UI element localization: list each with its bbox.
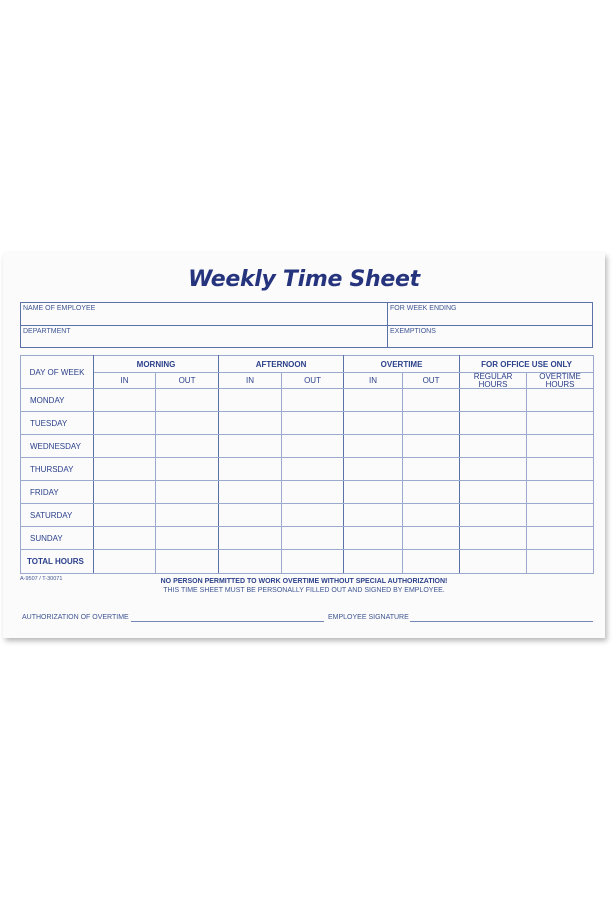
afternoon-out-total[interactable] [282,550,344,574]
day-label: SATURDAY [21,504,94,527]
overtime-hours-cell[interactable] [527,481,594,504]
afternoon-in-cell[interactable] [219,527,282,550]
table-row [21,527,594,550]
overtime-hours-cell[interactable] [527,527,594,550]
morning-in-cell[interactable] [94,412,156,435]
overtime-header: OVERTIME [344,356,460,373]
afternoon-out-cell[interactable] [282,481,344,504]
employee-signature-label: EMPLOYEE SIGNATURE [328,614,409,621]
overtime-hours-header: OVERTIME HOURS [527,373,594,389]
day-label: FRIDAY [21,481,94,504]
afternoon-out-cell[interactable] [282,412,344,435]
authorization-of-overtime-label: AUTHORIZATION OF OVERTIME [22,614,129,621]
morning-out-cell[interactable] [156,412,219,435]
total-hours-label: TOTAL HOURS [21,550,94,574]
overtime-hours-total[interactable] [527,550,594,574]
overtime-in-cell[interactable] [344,504,403,527]
afternoon-out-header: OUT [282,373,344,389]
divider [387,303,388,347]
morning-header: MORNING [94,356,219,373]
overtime-in-cell[interactable] [344,435,403,458]
morning-out-cell[interactable] [156,435,219,458]
overtime-notice: NO PERSON PERMITTED TO WORK OVERTIME WITHOUT SPECIAL AUTHORIZATION! [160,578,448,585]
morning-in-cell[interactable] [94,458,156,481]
afternoon-in-cell[interactable] [219,458,282,481]
overtime-out-total[interactable] [403,550,460,574]
morning-in-cell[interactable] [94,527,156,550]
afternoon-out-cell[interactable] [282,504,344,527]
morning-out-cell[interactable] [156,458,219,481]
regular-hours-cell[interactable] [460,458,527,481]
hours-table [20,355,594,574]
afternoon-in-cell[interactable] [219,481,282,504]
morning-out-cell[interactable] [156,527,219,550]
overtime-in-cell[interactable] [344,527,403,550]
day-rows [21,389,594,574]
afternoon-out-cell[interactable] [282,435,344,458]
day-label: WEDNESDAY [21,435,94,458]
day-label: SUNDAY [21,527,94,550]
regular-hours-cell[interactable] [460,412,527,435]
employee-signature-line[interactable] [410,621,593,622]
overtime-in-header: IN [344,373,403,389]
regular-hours-header: REGULAR HOURS [460,373,527,389]
morning-in-cell[interactable] [94,504,156,527]
regular-hours-cell[interactable] [460,389,527,412]
overtime-hours-cell[interactable] [527,389,594,412]
overtime-in-cell[interactable] [344,481,403,504]
authorization-signature-line[interactable] [131,621,324,622]
table-row [21,412,594,435]
overtime-hours-cell[interactable] [527,435,594,458]
regular-hours-cell[interactable] [460,481,527,504]
morning-out-total[interactable] [156,550,219,574]
afternoon-header: AFTERNOON [219,356,344,373]
regular-hours-cell[interactable] [460,527,527,550]
overtime-hours-cell[interactable] [527,504,594,527]
name-of-employee-field[interactable]: NAME OF EMPLOYEE [23,305,96,312]
morning-in-header: IN [94,373,156,389]
afternoon-out-cell[interactable] [282,389,344,412]
day-label: TUESDAY [21,412,94,435]
employee-info-box [20,302,593,348]
time-sheet-form [3,253,605,638]
overtime-out-cell[interactable] [403,504,460,527]
overtime-out-cell[interactable] [403,458,460,481]
regular-hours-cell[interactable] [460,504,527,527]
table-row [21,481,594,504]
afternoon-in-header: IN [219,373,282,389]
afternoon-in-total[interactable] [219,550,282,574]
afternoon-in-cell[interactable] [219,504,282,527]
afternoon-in-cell[interactable] [219,435,282,458]
overtime-hours-cell[interactable] [527,412,594,435]
overtime-out-cell[interactable] [403,527,460,550]
morning-in-total[interactable] [94,550,156,574]
afternoon-out-cell[interactable] [282,458,344,481]
regular-hours-total[interactable] [460,550,527,574]
table-row [21,389,594,412]
overtime-hours-cell[interactable] [527,458,594,481]
table-row [21,504,594,527]
overtime-out-cell[interactable] [403,412,460,435]
morning-out-cell[interactable] [156,481,219,504]
day-of-week-header: DAY OF WEEK [21,356,94,389]
afternoon-in-cell[interactable] [219,389,282,412]
total-row [21,550,594,574]
morning-out-cell[interactable] [156,389,219,412]
morning-in-cell[interactable] [94,389,156,412]
form-code: A-9507 / T-30071 [20,576,63,582]
regular-hours-cell[interactable] [460,435,527,458]
overtime-in-cell[interactable] [344,458,403,481]
morning-in-cell[interactable] [94,481,156,504]
signature-notice: THIS TIME SHEET MUST BE PERSONALLY FILLED OUT AND SIGNED BY EMPLOYEE. [163,587,445,594]
table-row [21,458,594,481]
afternoon-out-cell[interactable] [282,527,344,550]
overtime-in-cell[interactable] [344,412,403,435]
for-week-ending-field[interactable]: FOR WEEK ENDING [390,305,457,312]
overtime-in-total[interactable] [344,550,403,574]
overtime-out-cell[interactable] [403,481,460,504]
overtime-out-cell[interactable] [403,435,460,458]
afternoon-in-cell[interactable] [219,412,282,435]
exemptions-field[interactable]: EXEMPTIONS [390,328,436,335]
day-label: MONDAY [21,389,94,412]
morning-out-header: OUT [156,373,219,389]
table-row [21,435,594,458]
overtime-out-header: OUT [403,373,460,389]
office-use-header: FOR OFFICE USE ONLY [460,356,594,373]
form-title: Weekly Time Sheet [188,267,420,292]
overtime-out-cell[interactable] [403,389,460,412]
morning-out-cell[interactable] [156,504,219,527]
overtime-in-cell[interactable] [344,389,403,412]
day-label: THURSDAY [21,458,94,481]
morning-in-cell[interactable] [94,435,156,458]
divider [21,325,592,326]
department-field[interactable]: DEPARTMENT [23,328,71,335]
